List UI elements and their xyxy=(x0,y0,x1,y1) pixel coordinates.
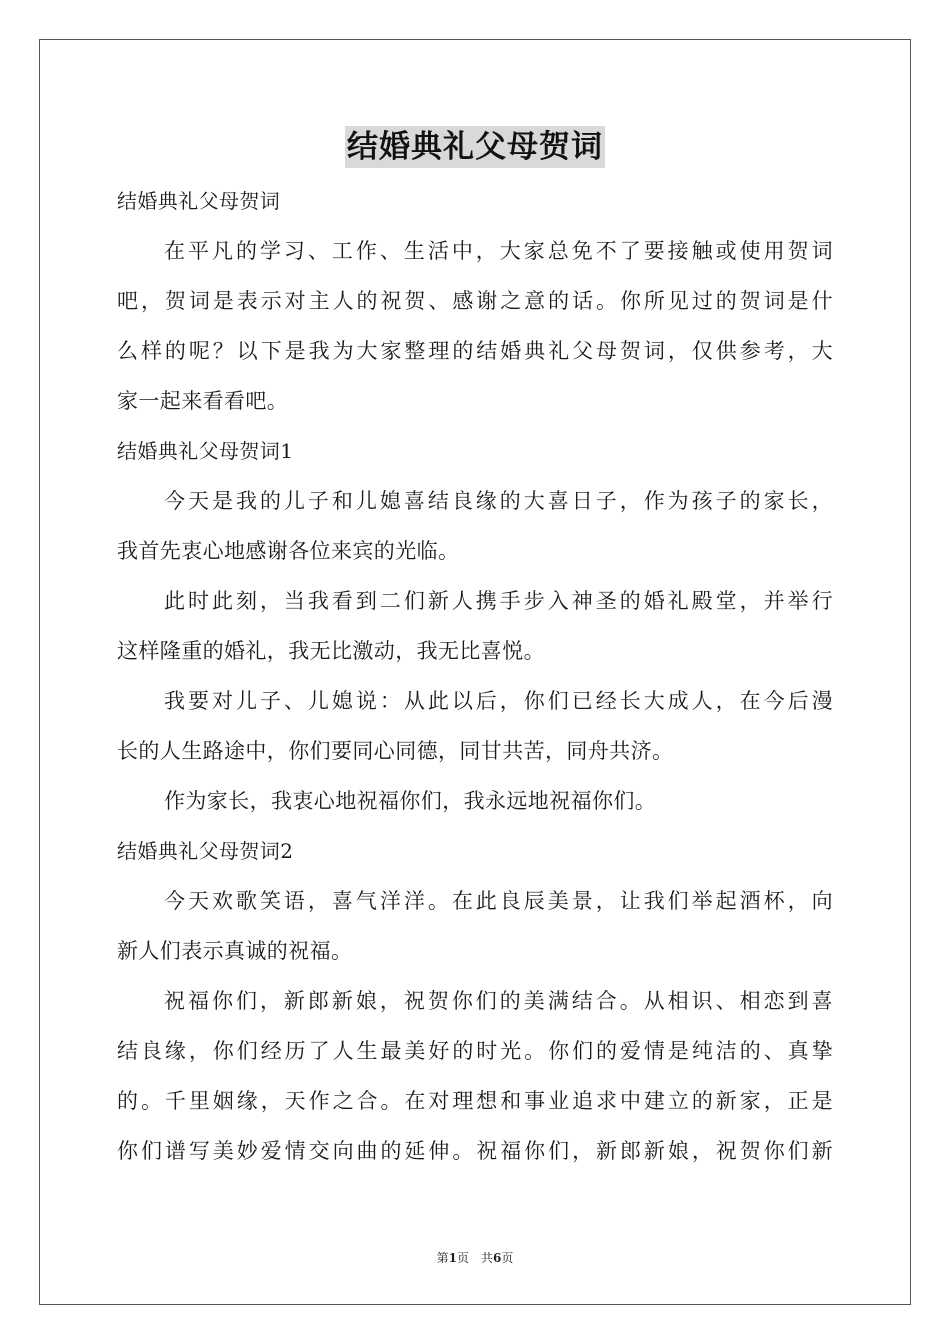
total-page-number: 6 xyxy=(493,1251,502,1265)
paragraph-line: 在平凡的学习、工作、生活中，大家总免不了要接触或使用贺词 xyxy=(164,239,833,263)
title-wrap xyxy=(0,126,950,168)
paragraph-line: 我首先衷心地感谢各位来宾的光临。 xyxy=(117,539,460,563)
intro-heading: 结婚典礼父母贺词 xyxy=(117,189,281,213)
paragraph-line: 长的人生路途中，你们要同心同德，同甘共苦，同舟共济。 xyxy=(117,739,674,763)
current-page-number: 1 xyxy=(448,1251,457,1265)
page-footer xyxy=(0,1250,950,1266)
paragraph-line: 你们谱写美妙爱情交向曲的延伸。祝福你们，新郎新娘，祝贺你们新 xyxy=(117,1139,833,1163)
paragraph-line: 今天欢歌笑语，喜气洋洋。在此良辰美景，让我们举起酒杯，向 xyxy=(164,889,833,913)
section-heading-1: 结婚典礼父母贺词1 xyxy=(117,439,294,463)
paragraph-line: 祝福你们，新郎新娘，祝贺你们的美满结合。从相识、相恋到喜 xyxy=(164,989,833,1013)
paragraph-line: 今天是我的儿子和儿媳喜结良缘的大喜日子，作为孩子的家长， xyxy=(164,489,833,513)
paragraph-line: 我要对儿子、儿媳说：从此以后，你们已经长大成人，在今后漫 xyxy=(164,689,833,713)
paragraph-line: 家一起来看看吧。 xyxy=(117,389,289,413)
paragraph-line: 结良缘，你们经历了人生最美好的时光。你们的爱情是纯洁的、真挚 xyxy=(117,1039,833,1063)
page-prefix: 第 xyxy=(436,1251,449,1265)
document-title: 结婚典礼父母贺词 xyxy=(345,126,605,168)
paragraph-line: 此时此刻，当我看到二们新人携手步入神圣的婚礼殿堂，并举行 xyxy=(164,589,833,613)
paragraph-line: 么样的呢？以下是我为大家整理的结婚典礼父母贺词，仅供参考，大 xyxy=(117,339,833,363)
paragraph-line: 新人们表示真诚的祝福。 xyxy=(117,939,353,963)
section-heading-2: 结婚典礼父母贺词2 xyxy=(117,839,294,863)
paragraph-line: 作为家长，我衷心地祝福你们，我永远地祝福你们。 xyxy=(164,789,657,813)
paragraph-line: 这样隆重的婚礼，我无比激动，我无比喜悦。 xyxy=(117,639,545,663)
paragraph-line: 吧，贺词是表示对主人的祝贺、感谢之意的话。你所见过的贺词是什 xyxy=(117,289,833,313)
page-suffix: 页 xyxy=(501,1251,514,1265)
paragraph-line: 的。千里姻缘，天作之合。在对理想和事业追求中建立的新家，正是 xyxy=(117,1089,833,1113)
page-mid: 页 共 xyxy=(456,1251,493,1265)
document-body xyxy=(117,176,833,1176)
